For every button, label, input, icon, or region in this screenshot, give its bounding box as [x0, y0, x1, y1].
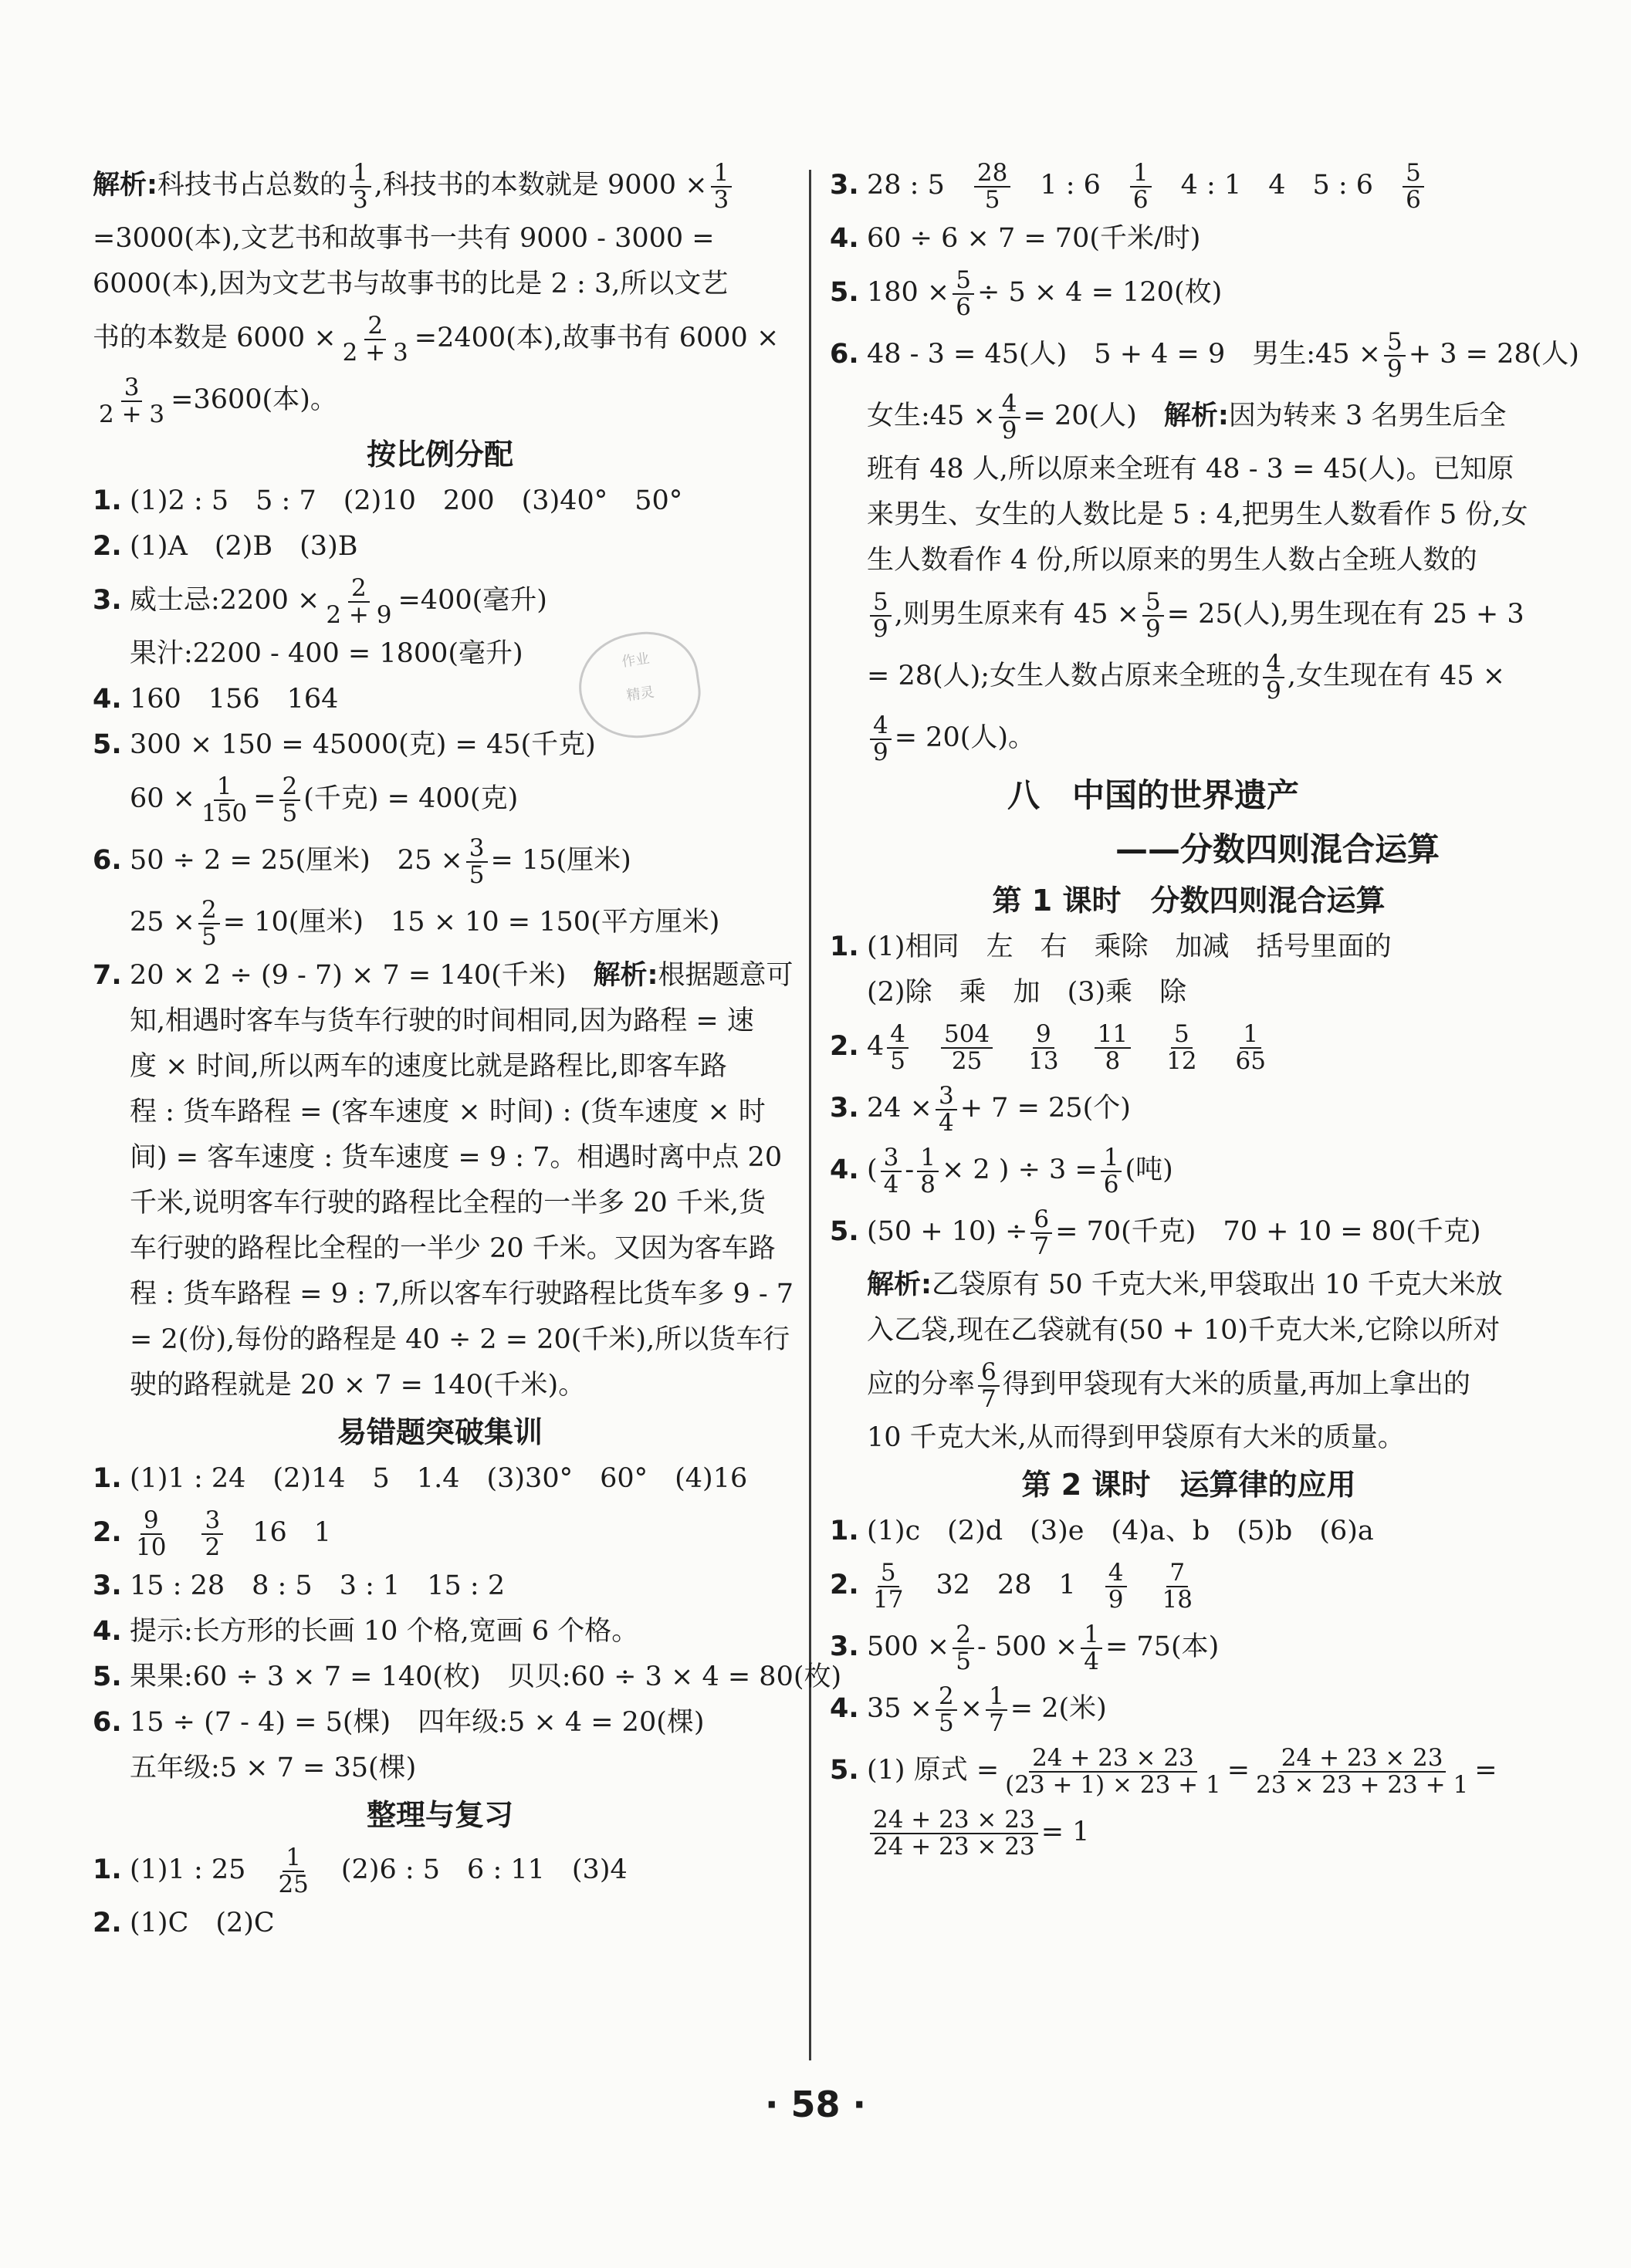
fraction: $\frac{4}{9}$: [1105, 1560, 1127, 1612]
answer-item: 6. 50 ÷ 2 = 25(厘米) 25 × $\frac{3}{5}$ = 15(厘米): [93, 833, 631, 889]
analysis-line: 生人数看作 4 份,所以原来的男生人数占全班人数的: [867, 545, 1477, 576]
answer-item: 3. 500 × $\frac{2}{5}$ - 500 × $\frac{1}{4}$ = 75(本): [830, 1620, 1220, 1675]
analysis-line: $\frac{4}{9}$ = 20(人)。: [830, 707, 1548, 769]
fraction: $\frac{2}{5}$: [198, 897, 220, 949]
answer-item: 5. 180 × $\frac{5}{6}$ ÷ 5 × 4 = 120(枚): [830, 265, 1223, 321]
fraction: $\frac{9}{13}$: [1028, 1019, 1059, 1075]
watermark-stamp: 作业 精灵: [572, 625, 706, 745]
analysis-line: 度 × 时间,所以两车的速度比就是路程比,即客车路: [130, 1051, 727, 1082]
analysis-line: 应的分率 $\frac{6}{7}$ 得到甲袋现有大米的质量,再加上拿出的: [867, 1357, 1470, 1413]
answer-item: 4. 60 ÷ 6 × 7 = 70(千米/时): [830, 223, 1201, 254]
section-heading: 按比例分配: [366, 438, 513, 472]
page-number: · 58 ·: [765, 2084, 866, 2125]
fraction: $\frac{5}{9}$: [1142, 590, 1164, 641]
analysis-line: 10 千克大米,从而得到甲袋原有大米的质量。: [867, 1422, 1405, 1453]
fraction: $\frac{4}{9}$: [1263, 651, 1284, 703]
fraction: $\frac{3}{2}$: [201, 1508, 223, 1560]
analysis-line: = 28(人);女生人数占原来全班的 $\frac{4}{9}$ ,女生现在有 45 ×: [867, 649, 1506, 705]
answer-item: 3. 24 × $\frac{3}{4}$ + 7 = 25(个): [830, 1081, 1131, 1137]
answer-item: 1. (1)1 : 24 (2)14 5 1.4 (3)30° 60° (4)16: [93, 1463, 748, 1494]
lesson-heading: 第 2 课时 运算律的应用: [1021, 1468, 1356, 1502]
analysis-line-4: 书的本数是 6000 × $\frac{2}{2 + 3}$ =2400(本),故事书有 6000 ×: [93, 311, 780, 367]
fraction: $\frac{4}{9}$: [999, 391, 1020, 443]
answer-item: 2. $\frac{9}{10}$ $\frac{3}{2}$ 16 1: [93, 1506, 331, 1561]
fraction: $\frac{1}{8}$: [917, 1145, 939, 1197]
section-heading: 易错题突破集训: [337, 1415, 543, 1449]
fraction: $\frac{7}{18}$: [1162, 1558, 1193, 1614]
answer-item: 4. 提示:长方形的长画 10 个格,宽画 6 个格。: [93, 1616, 639, 1647]
analysis-line: 驶的路程就是 20 × 7 = 140(千米)。: [130, 1370, 586, 1401]
fraction: $\frac{5}{9}$: [1384, 330, 1406, 381]
answer-item: 3. 15 : 28 8 : 5 3 : 1 15 : 2: [93, 1570, 506, 1601]
answer-item: 2. (1)A (2)B (3)B: [93, 531, 358, 562]
answer-item: 2. 4 $\frac{4}{5}$ $\frac{504}{25}$ $\frac{9}{13}$ $\frac{11}{8}$ $\frac{5}{12}$ $\frac{1}{65}$: [830, 1016, 1548, 1077]
fraction: $\frac{2}{2 + 9}$: [326, 573, 392, 629]
fraction: $\frac{24 + 23 \times 23}{23 \times 23 + 23 + 1}$: [1256, 1743, 1469, 1799]
analysis-line: 解析:乙袋原有 50 千克大米,甲袋取出 10 千克大米放: [867, 1269, 1503, 1300]
fraction: $\frac{6}{7}$: [978, 1360, 1000, 1411]
analysis-line-3: 6000(本),因为文艺书与故事书的比是 2 : 3,所以文艺: [93, 269, 729, 299]
fraction: $\frac{5}{17}$: [873, 1558, 904, 1614]
analysis-block: [93, 999, 794, 1408]
answer-item: 3. 威士忌:2200 × $\frac{2}{2 + 9}$ =400(毫升): [93, 573, 547, 629]
fraction: $\frac{1}{6}$: [1101, 1145, 1122, 1197]
answer-item: 4. 160 156 164: [93, 684, 339, 715]
answer-item: 7. 20 × 2 ÷ (9 - 7) × 7 = 140(千米) 解析:根据题意可: [93, 960, 794, 991]
fraction: $\frac{3}{4}$: [881, 1145, 902, 1197]
fraction: $\frac{1}{6}$: [1130, 161, 1152, 212]
analysis-line: 千米,说明客车行驶的路程比全程的一半多 20 千米,货: [130, 1188, 766, 1219]
answer-item: 6. 48 - 3 = 45(人) 5 + 4 = 9 男生:45 × $\frac{5}{9}$ + 3 = 28(人): [830, 327, 1579, 383]
fraction: $\frac{1}{4}$: [1081, 1622, 1102, 1674]
fraction: $\frac{1}{3}$: [711, 161, 733, 212]
fraction: $\frac{3}{2 + 3}$: [99, 373, 165, 428]
answer-item: 4. ( $\frac{3}{4}$ - $\frac{1}{8}$ × 2 ) ÷ 3 = $\frac{1}{6}$ (吨): [830, 1143, 1173, 1198]
answer-item-cont: 果汁:2200 - 400 = 1800(毫升): [130, 638, 523, 669]
answer-item: 3. 28 : 5 $\frac{28}{5}$ 1 : 6 $\frac{1}{6}$ 4 : 1 4 5 : 6 $\frac{5}{6}$: [830, 154, 1548, 216]
analysis-line: $\frac{5}{9}$ ,则男生原来有 45 × $\frac{5}{9}$ = 25(人),男生现在有 25 + 3: [830, 583, 1548, 645]
analysis-line: = 2(份),每份的路程是 40 ÷ 2 = 20(千米),所以货车行: [130, 1324, 790, 1355]
column-divider: [809, 170, 811, 2060]
answer-item: 5. (50 + 10) ÷ $\frac{6}{7}$ = 70(千克) 70 + 10 = 80(千克): [830, 1205, 1481, 1260]
fraction: $\frac{11}{8}$: [1095, 1022, 1131, 1073]
fraction: $\frac{4}{5}$: [887, 1022, 909, 1073]
fraction: $\frac{5}{6}$: [1403, 161, 1424, 212]
left-column: [93, 154, 842, 1946]
fraction: $\frac{3}{4}$: [936, 1083, 957, 1135]
answer-item-cont: (2)除 乘 加 (3)乘 除: [867, 977, 1187, 1008]
answer-item: 2. (1)C (2)C: [93, 1908, 275, 1938]
fraction: $\frac{2}{5}$: [936, 1684, 957, 1736]
fraction: $\frac{1}{150}$: [201, 772, 248, 827]
answer-item: 1. (1)c (2)d (3)e (4)a、b (5)b (6)a: [830, 1516, 1374, 1546]
answer-item: 1. (1)2 : 5 5 : 7 (2)10 200 (3)40° 50°: [93, 485, 683, 516]
right-column: [830, 154, 1579, 1863]
answer-item-cont: 60 × $\frac{1}{150}$ = $\frac{2}{5}$ (千克) = 400(克): [130, 772, 519, 827]
fraction: $\frac{24 + 23 \times 23}{24 + 23 \times 23}$: [870, 1807, 1038, 1859]
fraction: $\frac{504}{25}$: [941, 1022, 993, 1073]
fraction: $\frac{1}{7}$: [986, 1684, 1007, 1736]
fraction: $\frac{4}{9}$: [870, 713, 892, 765]
fraction: $\frac{2}{5}$: [953, 1622, 974, 1674]
fraction: $\frac{1}{65}$: [1235, 1019, 1266, 1075]
fraction: $\frac{24 + 23 \times 23}{(23 + 1) \times 23 + 1}$: [1005, 1743, 1221, 1799]
fraction: $\frac{28}{5}$: [974, 161, 1010, 212]
analysis-line: 间) = 客车速度 : 货车速度 = 9 : 7。相遇时离中点 20: [130, 1142, 783, 1173]
fraction: $\frac{3}{5}$: [466, 836, 488, 887]
answer-item-cont: 五年级:5 × 7 = 35(棵): [130, 1753, 417, 1783]
chapter-subtitle: ——分数四则混合运算: [1115, 830, 1440, 868]
fraction: $\frac{5}{9}$: [870, 590, 892, 641]
answer-item: 6. 15 ÷ (7 - 4) = 5(棵) 四年级:5 × 4 = 20(棵): [93, 1707, 705, 1738]
section-heading: 整理与复习: [366, 1798, 513, 1832]
fraction: $\frac{9}{10}$: [136, 1506, 167, 1561]
lesson-heading: 第 1 课时 分数四则混合运算: [992, 884, 1386, 918]
answer-item-cont: $\frac{24 + 23 \times 23}{24 + 23 \times 23}$ = 1: [830, 1801, 1548, 1863]
analysis-line-1: 解析:科技书占总数的 $\frac{1}{3}$ ,科技书的本数就是 9000 × $\frac{1}{3}$: [93, 154, 787, 216]
analysis-line: 来男生、女生的人数比是 5 : 4,把男生人数看作 5 份,女: [867, 499, 1528, 530]
answer-item-cont: 25 × $\frac{2}{5}$ = 10(厘米) 15 × 10 = 150(平方厘米): [130, 895, 720, 951]
fraction: $\frac{2}{5}$: [279, 774, 301, 826]
fraction: $\frac{2}{2 + 3}$: [342, 311, 408, 367]
fraction: $\frac{1}{25}$: [278, 1843, 309, 1898]
analysis-line: 知,相遇时客车与货车行驶的时间相同,因为路程 = 速: [130, 1006, 754, 1036]
answer-item: 5. (1) 原式 = $\frac{24 + 23 \times 23}{(23 + 1) \times 23 + 1}$ = $\frac{24 + 23 \times 23}{23 \times 23 + 23 + 1}$ =: [830, 1743, 1497, 1799]
analysis-line-2: =3000(本),文艺书和故事书一共有 9000 - 3000 =: [93, 223, 715, 254]
analysis-line: 班有 48 人,所以原来全班有 48 - 3 = 45(人)。已知原: [867, 454, 1514, 485]
answer-item: 4. 35 × $\frac{2}{5}$ × $\frac{1}{7}$ = 2(米): [830, 1682, 1107, 1737]
analysis-line: 程 : 货车路程 = (客车速度 × 时间) : (货车速度 × 时: [130, 1097, 766, 1127]
answer-item: 1. (1)相同 左 右 乘除 加减 括号里面的: [830, 931, 1392, 962]
answer-item: 2. $\frac{5}{17}$ 32 28 1 $\frac{4}{9}$ $\frac{7}{18}$: [830, 1554, 1548, 1616]
answer-item: 1. (1)1 : 25 $\frac{1}{25}$ (2)6 : 5 6 : 11 (3)4: [93, 1843, 628, 1898]
fraction: $\frac{1}{3}$: [350, 161, 371, 212]
analysis-line: 入乙袋,现在乙袋就有(50 + 10)千克大米,它除以所对: [867, 1315, 1501, 1346]
analysis-line: 车行驶的路程比全程的一半少 20 千米。又因为客车路: [130, 1233, 776, 1264]
chapter-title: 八 中国的世界遗产: [1007, 776, 1300, 814]
analysis-line: 程 : 货车路程 = 9 : 7,所以客车行驶路程比货车多 9 - 7: [130, 1279, 794, 1310]
fraction: $\frac{5}{12}$: [1166, 1019, 1197, 1075]
answer-item: 5. 果果:60 ÷ 3 × 7 = 140(枚) 贝贝:60 ÷ 3 × 4 = 80(枚): [93, 1661, 842, 1692]
fraction: $\frac{5}{6}$: [953, 268, 974, 319]
fraction: $\frac{6}{7}$: [1030, 1207, 1052, 1259]
analysis-line-5: $\frac{3}{2 + 3}$ =3600(本)。: [93, 369, 787, 431]
answer-item: 5. 300 × 150 = 45000(克) = 45(千克): [93, 729, 596, 760]
answer-item-cont: 女生:45 × $\frac{4}{9}$ = 20(人) 解析:因为转来 3 名男生后全: [867, 389, 1507, 444]
